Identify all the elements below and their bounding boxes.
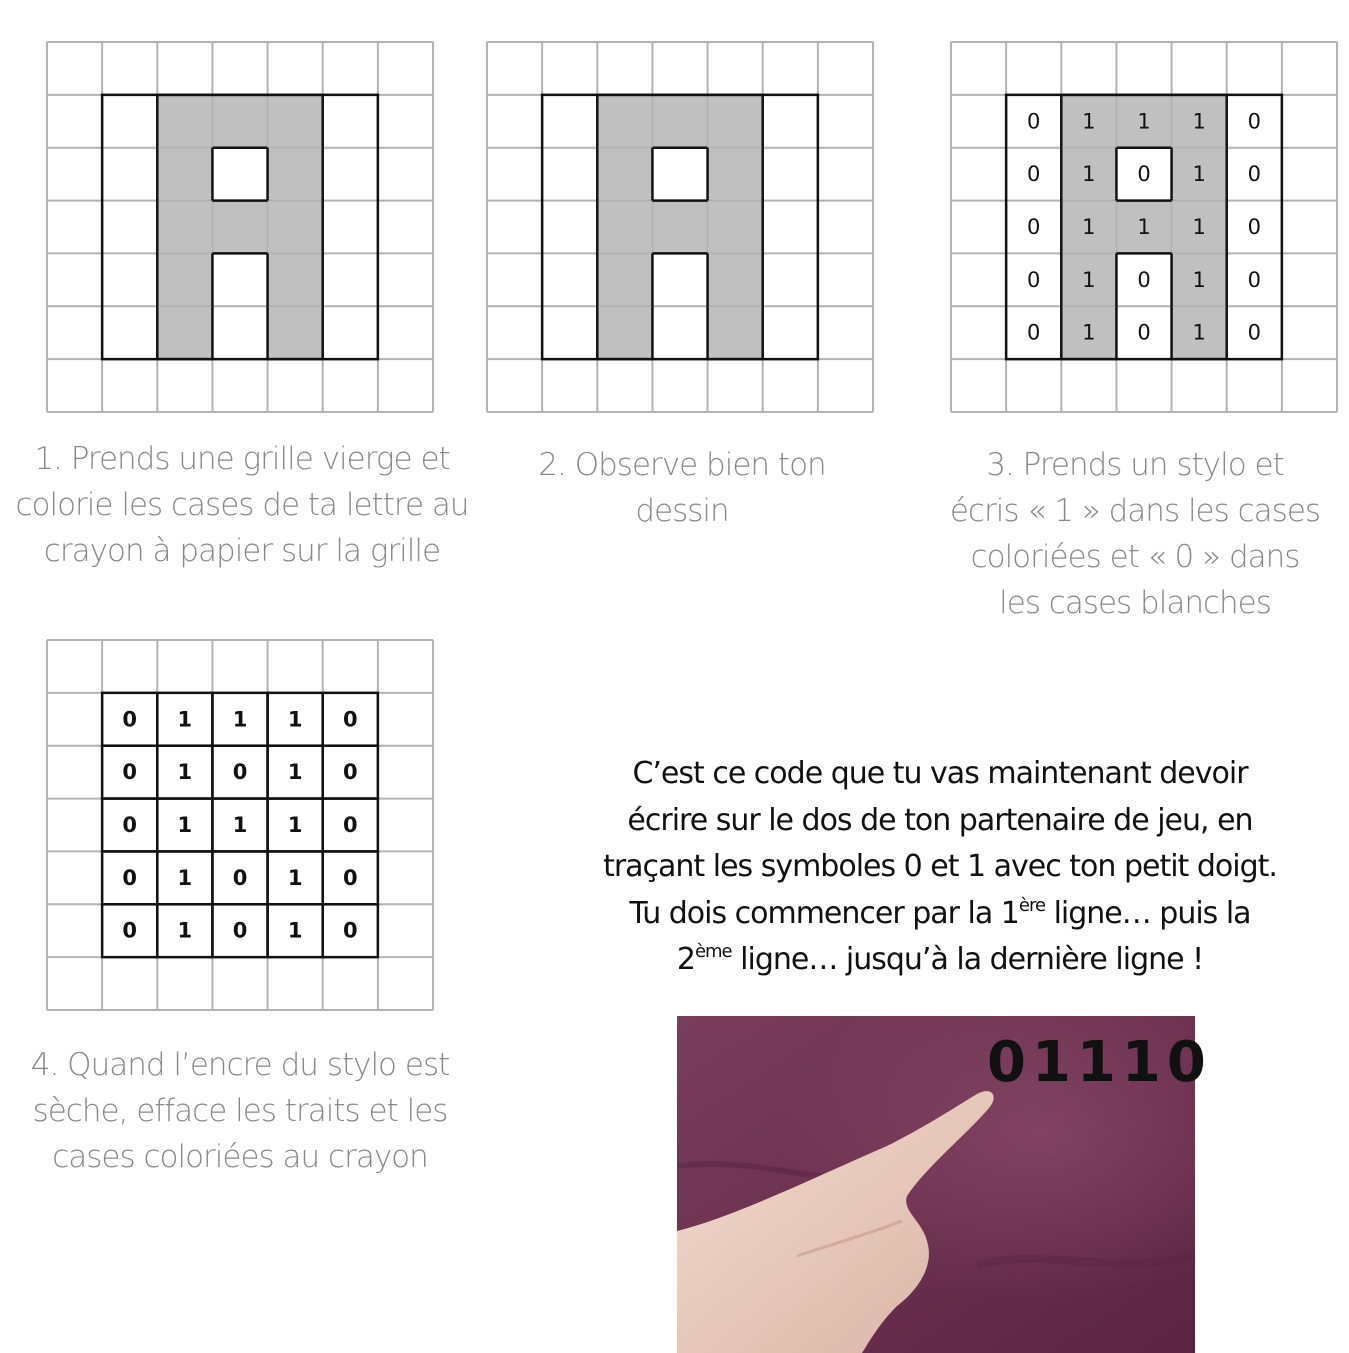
caption-line: 3. Prends un stylo et [986,447,1284,483]
empty-cell [763,306,818,359]
code-digit: 1 [1082,267,1096,292]
filled-cell [212,201,267,254]
instruction-text-part: ligne… puis la [1045,895,1251,931]
filled-cell [597,148,652,201]
empty-cell [652,253,707,306]
code-digit: 0 [122,760,138,785]
filled-cell [268,253,323,306]
caption-line: crayon à papier sur la grille [43,533,441,569]
empty-cell [542,306,597,359]
code-digit: 1 [287,813,303,837]
grid-step2 [485,40,875,414]
code-digit: 0 [1137,320,1151,345]
caption-line: dessin [635,493,729,529]
code-digit: 0 [122,865,138,890]
code-digit: 1 [1192,109,1206,134]
code-digit: 0 [122,918,138,943]
caption-step2 [482,442,882,534]
code-digit: 0 [122,707,138,732]
instruction-text-part: 2 [676,942,695,977]
filled-cell [708,306,763,359]
instruction-text [582,751,1298,984]
code-digit: 1 [1082,162,1096,187]
code-digit: 1 [1192,320,1206,345]
filled-cell [597,253,652,306]
caption-line: 2. Observe bien ton [538,447,826,483]
empty-cell [763,148,818,201]
filled-cell [708,201,763,254]
filled-cell [268,201,323,254]
code-digit: 1 [287,918,303,943]
filled-cell [157,306,212,359]
code-digit: 0 [1027,162,1041,187]
code-digit: 0 [1137,162,1151,187]
empty-cell [652,306,707,359]
filled-cell [157,148,212,201]
code-digit: 1 [1192,215,1206,239]
code-digit: 1 [177,918,193,943]
caption-line: écris « 1 » dans les cases [949,493,1321,529]
code-digit: 0 [342,918,358,943]
code-digit: 1 [1137,109,1151,134]
empty-cell [212,306,267,359]
code-digit: 1 [177,707,193,732]
instruction-text-part: ligne… jusqu’à la dernière ligne ! [731,942,1204,977]
ordinal-superscript: ère [1018,894,1046,916]
filled-cell [597,95,652,148]
grid-step4 [45,638,435,1012]
code-digit: 0 [122,813,138,837]
code-digit: 0 [1247,267,1261,292]
filled-cell [157,201,212,254]
filled-cell [268,148,323,201]
code-digit: 1 [1082,109,1096,134]
filled-cell [652,95,707,148]
code-digit: 1 [287,707,303,732]
code-digit: 0 [1247,109,1261,134]
filled-cell [157,95,212,148]
filled-cell [597,201,652,254]
code-digit: 0 [1027,109,1041,134]
empty-cell [102,148,157,201]
code-digit: 0 [1247,162,1261,187]
code-digit: 0 [1137,267,1151,292]
code-digit: 0 [1027,320,1041,345]
code-digit: 1 [1192,162,1206,187]
empty-cell [102,306,157,359]
caption-line: colorie les cases de ta lettre au [15,487,469,523]
empty-cell [212,253,267,306]
empty-cell [763,95,818,148]
empty-cell [102,253,157,306]
caption-step4 [0,1042,480,1180]
code-digit: 0 [342,813,358,837]
code-digit: 1 [1137,215,1151,239]
caption-line: 4. Quand l’encre du stylo est [30,1047,450,1083]
grid-step3 [949,40,1339,414]
filled-cell [212,95,267,148]
empty-cell [323,253,378,306]
caption-line: sèche, efface les traits et les [32,1093,448,1129]
caption-step1 [0,436,484,574]
instruction-line-5 [582,937,1298,984]
filled-cell [708,95,763,148]
empty-cell [102,201,157,254]
code-digit: 0 [1247,215,1261,239]
filled-cell [157,253,212,306]
empty-cell [102,95,157,148]
code-digit: 1 [177,760,193,785]
ordinal-superscript: ème [694,941,732,962]
empty-cell [323,95,378,148]
code-digit: 0 [232,865,248,890]
instruction-line-4 [582,891,1298,938]
code-digit: 0 [1027,215,1041,239]
empty-cell [212,148,267,201]
empty-cell [323,201,378,254]
instruction-line-2: écrire sur le dos de ton partenaire de jeu, en [627,802,1253,838]
empty-cell [542,95,597,148]
code-digit: 1 [232,707,248,732]
code-digit: 0 [1027,267,1041,292]
code-digit: 1 [177,813,193,837]
instruction-text-part: Tu dois commencer par la 1 [629,895,1019,931]
empty-cell [323,148,378,201]
caption-step3 [935,442,1335,626]
instruction-line-1: C’est ce code que tu vas maintenant devoir [632,756,1248,791]
empty-cell [542,201,597,254]
code-digit: 1 [1082,320,1096,345]
instruction-line-3: traçant les symboles 0 et 1 avec ton petit doigt. [603,849,1277,884]
code-digit: 0 [232,918,248,943]
filled-cell [268,306,323,359]
code-digit: 0 [1247,320,1261,345]
code-digit: 0 [342,865,358,890]
code-digit: 0 [232,760,248,785]
caption-line: coloriées et « 0 » dans [970,539,1300,575]
empty-cell [542,148,597,201]
filled-cell [708,253,763,306]
photo-code-label: 01110 [987,1030,1212,1095]
code-digit: 1 [287,865,303,890]
filled-cell [652,201,707,254]
filled-cell [708,148,763,201]
caption-line: les cases blanches [999,585,1271,621]
empty-cell [763,253,818,306]
caption-line: 1. Prends une grille vierge et [34,441,450,477]
empty-cell [542,253,597,306]
empty-cell [652,148,707,201]
code-digit: 0 [342,760,358,785]
empty-cell [323,306,378,359]
filled-cell [597,306,652,359]
code-digit: 1 [287,760,303,785]
empty-cell [763,201,818,254]
caption-line: cases coloriées au crayon [52,1139,428,1175]
code-digit: 1 [1192,267,1206,292]
filled-cell [268,95,323,148]
code-digit: 0 [342,707,358,732]
code-digit: 1 [232,813,248,837]
grid-step1 [45,40,435,414]
code-digit: 1 [177,865,193,890]
code-digit: 1 [1082,215,1096,239]
